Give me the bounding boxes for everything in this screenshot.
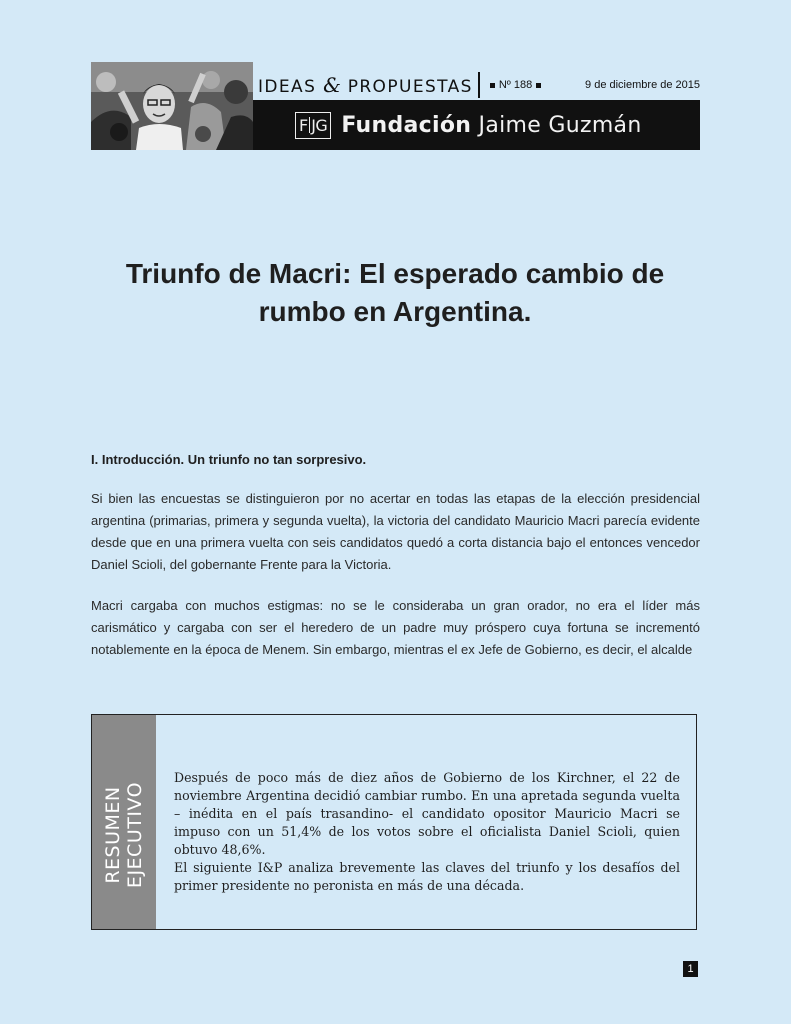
issue-date: 9 de diciembre de 2015 xyxy=(585,79,700,91)
section-heading: I. Introducción. Un triunfo no tan sorpresivo. xyxy=(91,452,367,467)
page-number: 1 xyxy=(683,961,698,977)
executive-summary-text xyxy=(174,769,680,895)
fjg-logo-jg: JG xyxy=(311,115,328,135)
fjg-logo xyxy=(295,112,331,139)
crowd-photo-image xyxy=(91,62,253,150)
summary-label-line-1: RESUMEN xyxy=(102,786,124,884)
masthead xyxy=(91,62,700,150)
publication-name xyxy=(258,73,473,97)
executive-summary-sidebar xyxy=(92,715,156,929)
vertical-divider xyxy=(478,72,480,98)
issue-number-text: Nº 188 xyxy=(498,79,533,91)
bullet-square-icon xyxy=(536,83,541,88)
body-paragraph: Macri cargaba con muchos estigmas: no se le consideraba un gran orador, no era el líder más carismático y cargaba con ser el heredero de un padre muy próspero cuya fortuna se incrementó notablemente en la época de Menem. Sin embargo, mientras el ex Jefe de Gobierno, es decir, el alcalde xyxy=(91,598,700,657)
foundation-name xyxy=(341,113,641,138)
header-photo xyxy=(91,62,253,150)
body-paragraph: Si bien las encuestas se distinguieron por no acertar en todas las etapas de la elección presidencial argentina (primarias, primera y segunda vuelta), la victoria del candidato Mauricio Macri parecía evidente desde que en una primera vuelta con seis candidatos quedó a corta distancia bajo el entonces vencedor Daniel Scioli, del gobernante Frente para la Victoria. xyxy=(91,491,700,572)
bullet-square-icon xyxy=(490,83,495,88)
foundation-name-bold: Fundación xyxy=(341,112,472,138)
title-line-2: rumbo en Argentina. xyxy=(258,296,532,327)
foundation-name-rest: Jaime Guzmán xyxy=(471,112,642,138)
publication-name-ampersand: & xyxy=(323,73,341,97)
executive-summary-box xyxy=(91,714,697,930)
summary-paragraph: El siguiente I&P analiza brevemente las claves del triunfo y los desafíos del primer presidente no peronista en más de una década. xyxy=(174,860,680,893)
publication-name-left: IDEAS xyxy=(258,77,324,97)
publication-line xyxy=(258,70,700,100)
executive-summary-label xyxy=(102,782,146,888)
issue-number xyxy=(486,79,545,91)
fjg-logo-bar xyxy=(309,117,311,133)
publication-name-right: PROPUESTAS xyxy=(340,77,473,97)
summary-label-line-2: EJECUTIVO xyxy=(124,781,146,889)
summary-paragraph: Después de poco más de diez años de Gobierno de los Kirchner, el 22 de noviembre Argentina decidió cambiar rumbo. En una apretada segunda vuelta – inédita en el país trasandino- el candidato opositor Mauricio Macri se impuso con un 51,4% de los votos sobre el oficialista Daniel Scioli, quien obtuvo 48,6%. xyxy=(174,770,680,857)
document-title xyxy=(100,255,690,331)
fjg-logo-f: F xyxy=(299,115,308,135)
foundation-banner xyxy=(253,100,700,150)
title-line-1: Triunfo de Macri: El esperado cambio de xyxy=(125,258,665,289)
